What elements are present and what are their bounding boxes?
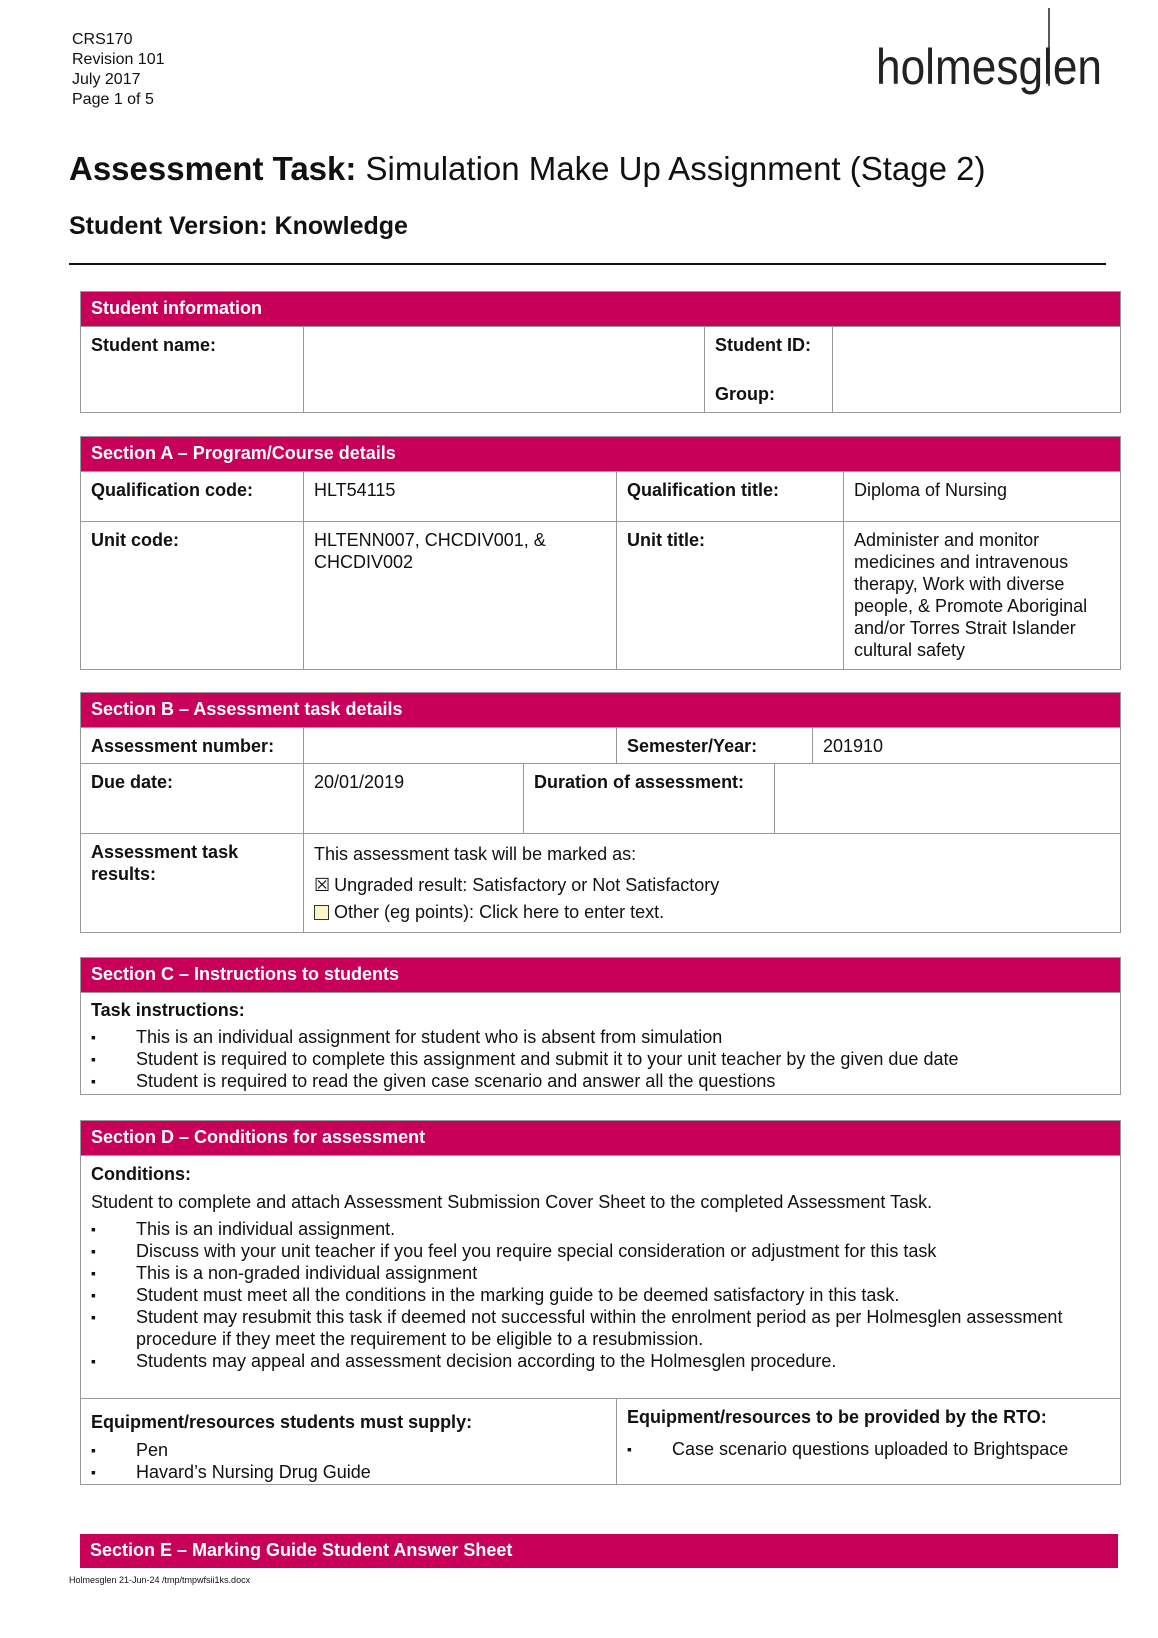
svg-text:holmesglen: holmesglen: [876, 39, 1102, 95]
semester-label: Semester/Year:: [616, 728, 812, 763]
unit-title-label: Unit title:: [616, 522, 843, 669]
list-item: ▪ This is a non-graded individual assignment: [81, 1262, 1120, 1284]
list-item: ▪ This is an individual assignment.: [81, 1218, 1120, 1240]
due-date-label: Due date:: [91, 772, 174, 792]
doc-revision: Revision 101: [72, 51, 165, 68]
list-item: ▪ Student is required to read the given case scenario and answer all the questions: [81, 1070, 1120, 1092]
ungraded-option[interactable]: [314, 872, 1110, 899]
results-label: Assessment task results:: [91, 842, 239, 884]
list-item: ▪ Student may resubmit this task if deemed not successful within the enrolment period as per Holmesglen assessment procedure if they meet the requirement to be eligible to a resubmission.: [81, 1306, 1120, 1350]
section-header: Student information: [81, 292, 1120, 326]
doc-date: July 2017: [72, 71, 141, 88]
student-name-field[interactable]: [303, 327, 704, 412]
page-title: Assessment Task: Simulation Make Up Assignment (Stage 2): [69, 150, 986, 187]
qualification-title: Diploma of Nursing: [843, 472, 1120, 521]
other-option[interactable]: [314, 899, 1110, 926]
list-item: ▪ This is an individual assignment for student who is absent from simulation: [81, 1026, 1120, 1048]
due-date: 20/01/2019: [303, 764, 523, 833]
list-item: ▪ Student must meet all the conditions in the marking guide to be deemed satisfactory in this task.: [81, 1284, 1120, 1306]
unchecked-checkbox-icon[interactable]: [314, 905, 329, 920]
section-a-table: [80, 436, 1121, 670]
group-label: Group:: [715, 384, 775, 404]
list-item: ▪ Student is required to complete this assignment and submit it to your unit teacher by the given due date: [81, 1048, 1120, 1070]
unit-code: HLTENN007, CHCDIV001, & CHCDIV002: [303, 522, 616, 669]
semester-value: 201910: [812, 728, 1120, 763]
page-footer: Holmesglen 21-Jun-24 /tmp/tmpwfsii1ks.docx: [69, 1575, 251, 1585]
page-subtitle: Student Version: Knowledge: [69, 212, 408, 240]
other-label: Other (eg points): Click here to enter text.: [334, 902, 665, 922]
duration-label: Duration of assessment:: [523, 764, 774, 833]
divider: [69, 263, 1106, 265]
student-name-label: Student name:: [91, 335, 217, 355]
conditions-intro: Student to complete and attach Assessment Submission Cover Sheet to the completed Assessment Task.: [91, 1192, 933, 1212]
section-e-table: [80, 1534, 1118, 1568]
section-header: Section C – Instructions to students: [81, 958, 1120, 992]
student-info-table: [80, 291, 1121, 413]
student-id-label: Student ID:: [715, 335, 811, 355]
marked-as-text: This assessment task will be marked as:: [314, 844, 637, 864]
unit-code-label: Unit code:: [91, 530, 179, 550]
ungraded-label: Ungraded result: Satisfactory or Not Satisfactory: [334, 875, 720, 895]
section-b-table: [80, 692, 1121, 933]
section-header: Section E – Marking Guide Student Answer Sheet: [80, 1534, 1118, 1568]
page-number: Page 1 of 5: [72, 91, 154, 108]
rto-supply-label: Equipment/resources to be provided by the RTO:: [627, 1407, 1047, 1427]
section-header: Section A – Program/Course details: [81, 437, 1120, 471]
list-item: ▪ Case scenario questions uploaded to Brightspace: [617, 1438, 1110, 1460]
qualification-code: HLT54115: [303, 472, 616, 521]
task-instructions-label: Task instructions:: [91, 1000, 245, 1020]
section-header: Section B – Assessment task details: [81, 693, 1120, 727]
list-item: ▪ Pen: [81, 1439, 606, 1461]
qualification-code-label: Qualification code:: [91, 480, 254, 500]
list-item: ▪ Students may appeal and assessment decision according to the Holmesglen procedure.: [81, 1350, 1120, 1372]
conditions-label: Conditions:: [91, 1164, 191, 1184]
document-meta: [72, 30, 165, 110]
section-c-table: [80, 957, 1121, 1095]
holmesglen-logo: [876, 6, 1106, 110]
section-d-table: [80, 1120, 1121, 1485]
student-id-field[interactable]: [832, 327, 1120, 412]
list-item: ▪ Discuss with your unit teacher if you feel you require special consideration or adjustment for this task: [81, 1240, 1120, 1262]
checked-checkbox-icon[interactable]: ☒: [314, 875, 331, 895]
unit-title: Administer and monitor medicines and intravenous therapy, Work with diverse people, & Promote Aboriginal and/or Torres Strait Islander cultural safety: [843, 522, 1120, 669]
student-supply-label: Equipment/resources students must supply:: [91, 1412, 473, 1432]
section-header: Section D – Conditions for assessment: [81, 1121, 1120, 1155]
assessment-number-label: Assessment number:: [91, 736, 275, 756]
doc-code: CRS170: [72, 31, 133, 48]
qualification-title-label: Qualification title:: [616, 472, 843, 521]
duration-field[interactable]: [774, 764, 1120, 833]
assessment-number-field[interactable]: [303, 728, 616, 763]
list-item: ▪ Havard’s Nursing Drug Guide: [81, 1461, 606, 1483]
